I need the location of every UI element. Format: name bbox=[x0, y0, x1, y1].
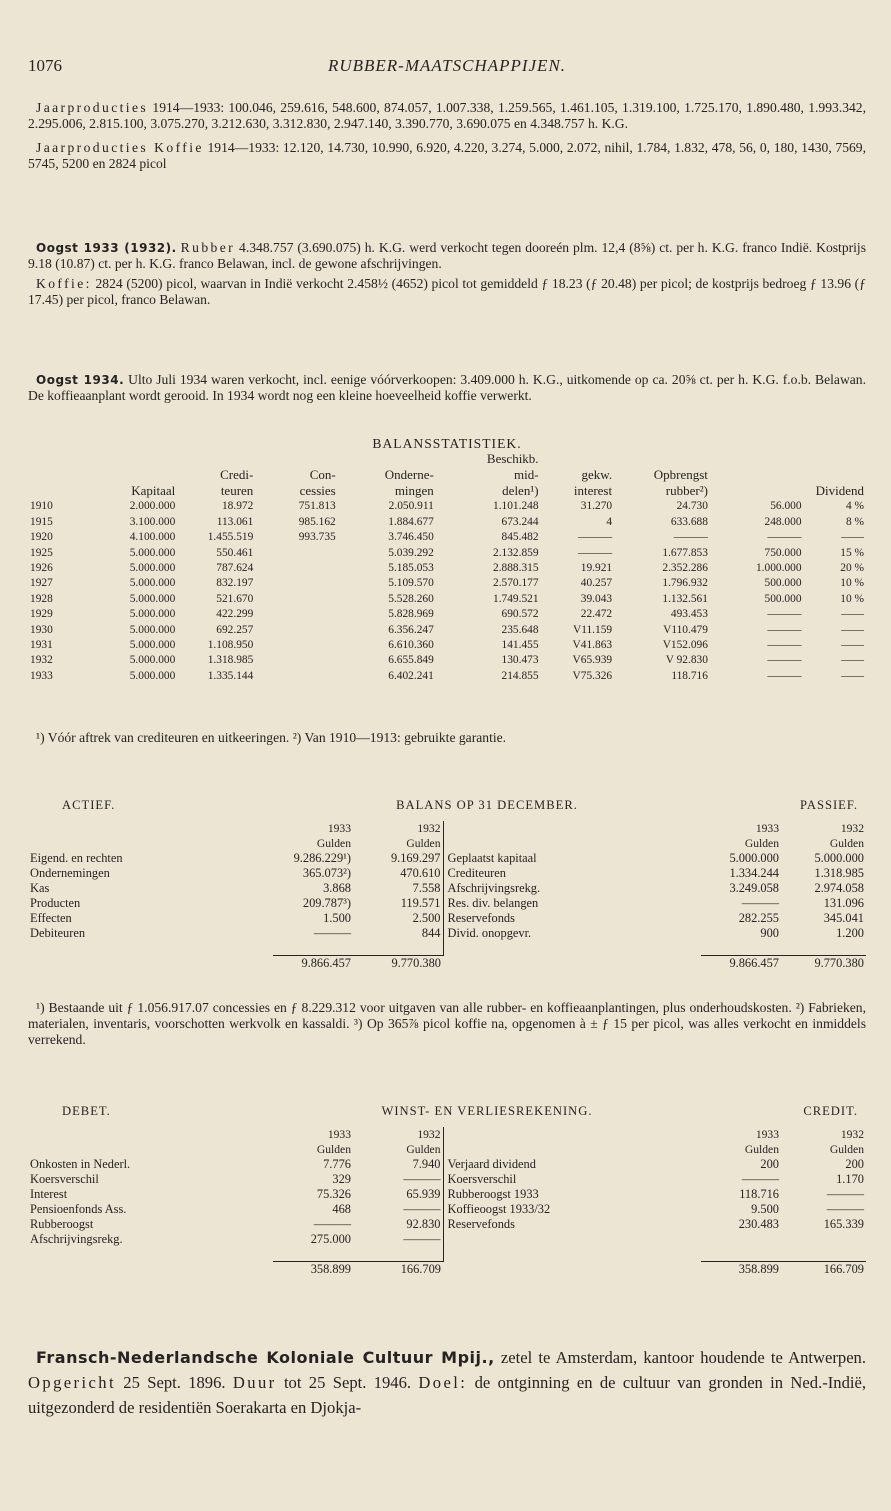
stats-cell: 1.108.950 bbox=[207, 639, 254, 652]
company-seat: zetel te Amsterdam, kantoor houdende te Antwerpen. bbox=[500, 1348, 867, 1367]
balance-footnote-section bbox=[28, 1000, 866, 1048]
stats-cell: 20 % bbox=[840, 562, 864, 575]
stats-cell: 493.453 bbox=[670, 608, 708, 621]
harvest-1933-section bbox=[28, 240, 866, 308]
balance-left-value-a: 9.286.229¹) bbox=[293, 851, 351, 865]
profit-loss-account: DEBET. WINST- EN VERLIESREKENING. CREDIT. 1933 1932 1933 1932 Gulden Gulden Gulden Gulden Onkosten in Nederl. 7.776 7.940 Verjaard dividend 200 200 Koersverschil 329 ——— Koersverschil ——— 1.170 Interest 75.326 65.939 Rubberoogst 1933 118.716 ——— Pensioenfonds Ass. 468 ——— Koffieoogst 1933/32 9.500 ——— Rubberoogst ——— 92.830 Reservefonds 230.483 165.339 Afschrijvingsrekg. 275.000 ——— 358.899 166.709 358.899 166.709 bbox=[30, 1104, 864, 1276]
stats-cell: 5.109.570 bbox=[388, 577, 434, 590]
pl-right-value-b: 200 bbox=[845, 1157, 864, 1171]
pl-row bbox=[28, 1202, 866, 1217]
pl-left-label: Koersverschil bbox=[30, 1172, 99, 1186]
stats-cell: 422.299 bbox=[216, 608, 254, 621]
header-opbrengst: Opbrengst bbox=[653, 467, 708, 483]
stats-year: 1930 bbox=[30, 623, 53, 636]
stats-cell: 690.572 bbox=[501, 608, 539, 621]
balance-left-value-a: ——— bbox=[313, 926, 351, 940]
pl-unit: Gulden bbox=[316, 1143, 351, 1156]
balance-left-value-b: 470.610 bbox=[400, 866, 441, 880]
stats-cell: —— bbox=[841, 531, 864, 544]
stats-row bbox=[28, 499, 866, 514]
header-dividend: Dividend bbox=[815, 483, 864, 499]
stats-cell: 750.000 bbox=[764, 546, 802, 559]
pl-right-label: Verjaard dividend bbox=[443, 1157, 701, 1172]
pl-right-value-a: 9.500 bbox=[751, 1202, 779, 1216]
pl-left-value-a: 75.326 bbox=[316, 1187, 351, 1201]
stats-row bbox=[28, 638, 866, 653]
pl-left-value-a: 275.000 bbox=[310, 1232, 351, 1246]
rubber-production bbox=[28, 100, 866, 132]
stats-cell: 5.000.000 bbox=[129, 654, 176, 667]
balance-left-title: ACTIEF. bbox=[62, 798, 116, 812]
stats-cell: ——— bbox=[577, 531, 613, 544]
stats-cell: 2.000.000 bbox=[129, 500, 176, 513]
stats-cell bbox=[255, 592, 337, 607]
stats-cell: 4 % bbox=[845, 500, 864, 513]
balance-right-value-b: 1.318.985 bbox=[814, 866, 864, 880]
balance-row bbox=[28, 926, 866, 941]
stats-cell: 1.318.985 bbox=[207, 654, 254, 667]
stats-cell: V41.863 bbox=[572, 639, 613, 652]
balance-right-label: Res. div. belangen bbox=[443, 896, 701, 911]
harvest-1933-coffee bbox=[28, 276, 866, 308]
stats-cell: 993.735 bbox=[298, 531, 336, 544]
harvest-1934-heading: Oogst 1934. bbox=[36, 373, 125, 387]
stats-cell: —— bbox=[841, 654, 864, 667]
pl-left-label: Pensioenfonds Ass. bbox=[30, 1202, 127, 1216]
pl-right-value-b: ——— bbox=[826, 1187, 864, 1201]
pl-left-label: Onkosten in Nederl. bbox=[30, 1157, 131, 1171]
header-beschikbaar: Beschikb. bbox=[486, 451, 539, 467]
coffee-production-label: Jaarproducties Koffie bbox=[36, 140, 204, 155]
stats-cell: 5.000.000 bbox=[129, 639, 176, 652]
balance-right-value-a: 900 bbox=[760, 926, 779, 940]
opgericht-date: 25 Sept. 1896. bbox=[123, 1373, 226, 1392]
stats-row bbox=[28, 669, 866, 684]
stats-cell: ——— bbox=[767, 654, 802, 667]
balance-rows bbox=[28, 851, 866, 941]
balance-left-label: Eigend. en rechten bbox=[30, 851, 123, 865]
stats-cell: 113.061 bbox=[216, 515, 254, 528]
balance-totals: 9.866.457 9.770.380 9.866.457 9.770.380 bbox=[28, 955, 866, 971]
balance-right-value-a: 3.249.058 bbox=[729, 881, 779, 895]
stats-cell: 5.828.969 bbox=[388, 608, 434, 621]
stats-cell: 2.888.315 bbox=[493, 562, 539, 575]
balance-left-label: Debiteuren bbox=[30, 926, 86, 940]
harvest-1933-heading: Oogst 1933 (1932). bbox=[36, 241, 177, 255]
pl-total-b: 166.709 bbox=[353, 1261, 443, 1277]
stats-cell: 633.688 bbox=[670, 515, 708, 528]
rubber-production-label: Jaarproducties bbox=[36, 100, 149, 115]
stats-cell: ——— bbox=[767, 639, 802, 652]
pl-left-value-b: ——— bbox=[403, 1232, 441, 1246]
stats-cell: 10 % bbox=[840, 592, 864, 605]
stats-cell bbox=[255, 623, 337, 638]
balance-left-value-a: 365.073²) bbox=[302, 866, 351, 880]
pl-row bbox=[28, 1232, 866, 1247]
stats-cell bbox=[255, 546, 337, 561]
balance-total-b: 9.770.380 bbox=[353, 955, 443, 971]
stats-cell: 1.749.521 bbox=[493, 592, 539, 605]
company-entry bbox=[28, 1345, 866, 1420]
page-header bbox=[28, 56, 866, 80]
harvest-1934-section bbox=[28, 372, 866, 404]
header-concessies: Con- bbox=[309, 467, 336, 483]
balance-right-title: PASSIEF. bbox=[800, 798, 858, 812]
stats-year: 1926 bbox=[30, 562, 53, 575]
stats-cell: 31.270 bbox=[580, 500, 613, 513]
stats-year: 1931 bbox=[30, 639, 53, 652]
rubber-production-text: 1914—1933: 100.046, 259.616, 548.600, 874.057, 1.007.338, 1.259.565, 1.461.105, 1.319.100, 1.725.170, 1.890.480, 1.993.342, 2.295.006, 2.815.100, 3.075.270, 3.212.630, 3.312.830, 2.947.140, 3.390.770, 3.690.075 en 4.348.757 h. K.G. bbox=[28, 100, 867, 131]
pl-right-value-a: 230.483 bbox=[738, 1217, 779, 1231]
stats-cell: 5.000.000 bbox=[129, 623, 176, 636]
stats-cell: 5.185.053 bbox=[388, 562, 434, 575]
doel-label: Doel: bbox=[418, 1373, 468, 1392]
pl-right-label: Rubberoogst 1933 bbox=[443, 1187, 701, 1202]
pl-right-value-a: 118.716 bbox=[739, 1187, 779, 1201]
pl-left-label: Rubberoogst bbox=[30, 1217, 94, 1231]
pl-left-label: Interest bbox=[30, 1187, 68, 1201]
pl-row bbox=[28, 1172, 866, 1187]
stats-cell: V11.159 bbox=[572, 623, 613, 636]
stats-cell: 5.000.000 bbox=[129, 592, 176, 605]
running-title: RUBBER-MAATSCHAPPIJEN. bbox=[327, 56, 567, 75]
production-section bbox=[28, 100, 866, 172]
pl-left-value-b: 7.940 bbox=[412, 1157, 441, 1171]
balance-left-value-a: 209.787³) bbox=[302, 896, 351, 910]
stats-cell: 787.624 bbox=[216, 562, 254, 575]
pl-right-label: Koffieoogst 1933/32 bbox=[443, 1202, 701, 1217]
stats-cell: 3.746.450 bbox=[388, 531, 434, 544]
stats-year: 1933 bbox=[30, 669, 53, 682]
stats-cell bbox=[255, 607, 337, 622]
pl-left-title: DEBET. bbox=[62, 1104, 111, 1118]
stats-row bbox=[28, 546, 866, 561]
stats-cell: 39.043 bbox=[580, 592, 613, 605]
stats-cell: 500.000 bbox=[764, 592, 802, 605]
balance-left-value-a: 3.868 bbox=[323, 881, 351, 895]
pl-right-value-a: ——— bbox=[741, 1172, 779, 1186]
stats-cell: 751.813 bbox=[298, 500, 336, 513]
stats-body bbox=[28, 499, 866, 684]
stats-cell: 15 % bbox=[840, 546, 864, 559]
harvest-1933-rubber bbox=[28, 240, 866, 272]
stats-cell: 19.921 bbox=[580, 562, 613, 575]
balance-left-value-b: 844 bbox=[421, 926, 441, 940]
coffee-production bbox=[28, 140, 866, 172]
pl-year-a: 1933 bbox=[327, 1128, 351, 1141]
coffee-production-text: 1914—1933: 12.120, 14.730, 10.990, 6.920, 4.220, 3.274, 5.000, 2.072, nihil, 1.784, 1.832, 478, 56, 0, 180, 1430, 7569, 5745, 5200 en 2824 picol bbox=[28, 140, 866, 171]
stats-cell: 550.461 bbox=[216, 546, 254, 559]
pl-left-label: Afschrijvingsrekg. bbox=[30, 1232, 123, 1246]
stats-cell: 4 bbox=[606, 515, 613, 528]
stats-cell: 56.000 bbox=[770, 500, 802, 513]
stats-cell: 1.000.000 bbox=[755, 562, 802, 575]
stats-cell: 832.197 bbox=[216, 577, 254, 590]
stats-cell: V65.939 bbox=[572, 654, 613, 667]
balance-left-label: Effecten bbox=[30, 911, 72, 925]
balance-row bbox=[28, 881, 866, 896]
stats-year: 1920 bbox=[30, 531, 53, 544]
stats-header-row-1 bbox=[28, 451, 866, 467]
balance-right-value-b: 2.974.058 bbox=[814, 881, 864, 895]
pl-row bbox=[28, 1217, 866, 1232]
stats-cell: 18.972 bbox=[221, 500, 254, 513]
stats-cell: 500.000 bbox=[764, 577, 802, 590]
stats-cell: ——— bbox=[767, 669, 802, 682]
stats-year: 1928 bbox=[30, 592, 53, 605]
coffee-label: Koffie: bbox=[36, 276, 92, 291]
stats-cell: 22.472 bbox=[580, 608, 613, 621]
pl-totals: 358.899 166.709 358.899 166.709 bbox=[28, 1261, 866, 1277]
stats-cell: 6.402.241 bbox=[388, 669, 434, 682]
balance-unit: Gulden bbox=[316, 837, 351, 850]
stats-row bbox=[28, 607, 866, 622]
pl-left-value-b: 65.939 bbox=[406, 1187, 441, 1201]
harvest-1933-rubber-text: 4.348.757 (3.690.075) h. K.G. werd verkocht tegen dooreén plm. 12,4 (8⅝) ct. per h. K.G. franco Indië. Kostprijs 9.18 (10.87) ct. per h. K.G. franco Belawan, incl. de gewone afschrijvingen. bbox=[28, 240, 866, 271]
pl-row bbox=[28, 1187, 866, 1202]
stats-cell: 5.039.292 bbox=[388, 546, 434, 559]
balance-right-value-b: 345.041 bbox=[823, 911, 864, 925]
stats-cell: 2.050.911 bbox=[388, 500, 434, 513]
balance-right-value-a: 5.000.000 bbox=[729, 851, 779, 865]
stats-cell: 1.132.561 bbox=[662, 592, 708, 605]
balance-right-value-a: 282.255 bbox=[738, 911, 779, 925]
pl-right-value-b: 165.339 bbox=[823, 1217, 864, 1231]
stats-header-row-2: Credi- Con- Onderne- mid- gekw. Opbrengst bbox=[28, 467, 866, 483]
stats-cell: 692.257 bbox=[216, 623, 254, 636]
header-kapitaal: Kapitaal bbox=[131, 483, 176, 499]
stats-cell: 40.257 bbox=[580, 577, 613, 590]
balance-right-value-b: 5.000.000 bbox=[814, 851, 864, 865]
stats-footnote-2: ²) Van 1910—1913: gebruikte garantie. bbox=[292, 730, 507, 745]
stats-year: 1925 bbox=[30, 546, 53, 559]
pl-right-value-b bbox=[781, 1232, 866, 1247]
stats-cell bbox=[255, 638, 337, 653]
header-interest: gekw. bbox=[581, 467, 613, 483]
balance-right-label: Crediteuren bbox=[443, 866, 701, 881]
balance-left-value-a: 1.500 bbox=[323, 911, 351, 925]
stats-row bbox=[28, 515, 866, 530]
stats-cell: ——— bbox=[767, 623, 802, 636]
stats-cell: ——— bbox=[767, 531, 802, 544]
balance-statistics-title: BALANSSTATISTIEK. bbox=[372, 436, 522, 451]
stats-cell: 521.670 bbox=[216, 592, 254, 605]
stats-cell: 6.655.849 bbox=[388, 654, 434, 667]
pl-right-label: Koersverschil bbox=[443, 1172, 701, 1187]
stats-cell: 24.730 bbox=[676, 500, 708, 513]
stats-row bbox=[28, 592, 866, 607]
stats-cell: 141.455 bbox=[501, 639, 539, 652]
pl-left-value-a: ——— bbox=[313, 1217, 351, 1231]
stats-cell: 5.000.000 bbox=[129, 669, 176, 682]
balance-left-label: Producten bbox=[30, 896, 81, 910]
balance-right-value-b: 131.096 bbox=[823, 896, 864, 910]
stats-cell: 1.335.144 bbox=[207, 669, 254, 682]
stats-cell: 4.100.000 bbox=[129, 531, 176, 544]
pl-right-value-a: 200 bbox=[760, 1157, 779, 1171]
stats-cell: —— bbox=[841, 623, 864, 636]
pl-left-value-a: 7.776 bbox=[323, 1157, 351, 1171]
stats-header-row-3: Kapitaal teuren cessies mingen delen¹) interest rubber²) Dividend bbox=[28, 483, 866, 499]
stats-cell: ——— bbox=[673, 531, 708, 544]
stats-cell: 10 % bbox=[840, 577, 864, 590]
company-name: Fransch-Nederlandsche Koloniale Cultuur Mpij., bbox=[36, 1348, 495, 1367]
stats-cell: 2.132.859 bbox=[493, 546, 539, 559]
harvest-1933-coffee-text: 2824 (5200) picol, waarvan in Indië verkocht 2.458½ (4652) picol tot gemiddeld ƒ 18.23 (ƒ 20.48) per picol; de kostprijs bedroeg ƒ 13.96 (ƒ 17.45) per picol, franco Belawan. bbox=[28, 276, 866, 307]
stats-cell: 1.796.932 bbox=[662, 577, 708, 590]
stats-year: 1910 bbox=[30, 500, 53, 513]
page-number: 1076 bbox=[28, 56, 62, 75]
duur-value: tot 25 Sept. 1946. bbox=[283, 1373, 412, 1392]
balance-sheet: ACTIEF. BALANS OP 31 DECEMBER. PASSIEF. 1933 1932 1933 1932 Gulden Gulden Gulden Gulden Eigend. en rechten 9.286.229¹) 9.169.297 Geplaatst kapitaal 5.000.000 5.000.000 Ondernemingen 365.073²) 470.610 Crediteuren 1.334.244 1.318.985 Kas 3.868 7.558 Afschrijvingsrekg. 3.249.058 2.974.058 Producten 209.787³) 119.571 Res. div. belangen ——— 131.096 Effecten 1.500 2.500 Reservefonds 282.255 345.041 Debiteuren ——— 844 Divid. onopgevr. 900 1.200 9.866.457 9.770.380 9.866.457 9.770.380 bbox=[30, 798, 864, 970]
pl-right-value-a bbox=[701, 1232, 781, 1247]
stats-cell: 6.356.247 bbox=[388, 623, 434, 636]
balance-right-label: Afschrijvingsrekg. bbox=[443, 881, 701, 896]
balance-statistics-table bbox=[28, 436, 866, 684]
rubber-label: Rubber bbox=[180, 240, 236, 255]
stats-row bbox=[28, 561, 866, 576]
balance-left-value-b: 9.169.297 bbox=[390, 851, 441, 865]
pl-right-label: Reservefonds bbox=[443, 1217, 701, 1232]
stats-year: 1929 bbox=[30, 608, 53, 621]
balance-right-value-a: ——— bbox=[741, 896, 779, 910]
stats-cell: ——— bbox=[767, 608, 802, 621]
stats-cell: 3.100.000 bbox=[129, 515, 176, 528]
pl-left-value-b: ——— bbox=[403, 1172, 441, 1186]
balance-left-label: Ondernemingen bbox=[30, 866, 110, 880]
stats-cell: 130.473 bbox=[501, 654, 539, 667]
stats-cell bbox=[255, 576, 337, 591]
stats-cell: —— bbox=[841, 608, 864, 621]
duur-label: Duur bbox=[232, 1373, 277, 1392]
stats-row bbox=[28, 576, 866, 591]
stats-year: 1915 bbox=[30, 515, 53, 528]
stats-cell: 985.162 bbox=[298, 515, 336, 528]
opgericht-label: Opgericht bbox=[28, 1373, 116, 1392]
pl-total-a: 358.899 bbox=[273, 1261, 353, 1277]
header-ondernemingen: Onderne- bbox=[384, 467, 434, 483]
stats-cell: 5.000.000 bbox=[129, 577, 176, 590]
stats-cell bbox=[255, 669, 337, 684]
balance-left-value-b: 7.558 bbox=[412, 881, 441, 895]
balance-left-value-b: 119.571 bbox=[400, 896, 441, 910]
stats-cell bbox=[255, 653, 337, 668]
pl-left-value-a: 468 bbox=[332, 1202, 351, 1216]
stats-cell: 1.101.248 bbox=[493, 500, 539, 513]
stats-cell: 8 % bbox=[845, 515, 864, 528]
stats-cell bbox=[255, 561, 337, 576]
stats-row bbox=[28, 653, 866, 668]
stats-cell: 5.000.000 bbox=[129, 546, 176, 559]
balance-year-b: 1932 bbox=[417, 822, 441, 835]
balance-total-a: 9.866.457 bbox=[273, 955, 353, 971]
stats-year: 1932 bbox=[30, 654, 53, 667]
balance-row bbox=[28, 851, 866, 866]
stats-cell: ——— bbox=[577, 546, 613, 559]
stats-cell: V152.096 bbox=[662, 639, 708, 652]
balance-footnote: ¹) Bestaande uit ƒ 1.056.917.07 concessies en ƒ 8.229.312 voor uitgaven van alle rubber- en koffieaanplantingen, plus onderhoudskosten. ²) Fabrieken, materialen, inventaris, voorschotten werkvolk en kassaldi. ³) Op 365⅞ picol koffie na, opgenomen à ± ƒ 15 per picol, was alles verkocht en inmiddels verrekend. bbox=[28, 1000, 866, 1047]
header-crediteuren: Credi- bbox=[220, 467, 254, 483]
harvest-1934-text: Ulto Juli 1934 waren verkocht, incl. eenige vóórverkoopen: 3.409.000 h. K.G., uitkomende op ca. 20⅝ ct. per h. K.G. f.o.b. Belawan. De koffieaanplant wordt gerooid. In 1934 wordt nog een kleine hoeveelheid koffie verwerkt. bbox=[28, 372, 867, 403]
stats-cell: —— bbox=[841, 639, 864, 652]
stats-cell: 6.610.360 bbox=[388, 639, 434, 652]
pl-right-title: CREDIT. bbox=[803, 1104, 858, 1118]
pl-left-value-b: ——— bbox=[403, 1202, 441, 1216]
pl-row bbox=[28, 1157, 866, 1172]
stats-cell: 2.352.286 bbox=[662, 562, 708, 575]
stats-cell: V75.326 bbox=[572, 669, 613, 682]
balance-row bbox=[28, 866, 866, 881]
stats-cell: 118.716 bbox=[671, 669, 708, 682]
stats-cell: 1.455.519 bbox=[207, 531, 254, 544]
pl-center-title: WINST- EN VERLIESREKENING. bbox=[381, 1104, 593, 1118]
stats-cell: 248.000 bbox=[764, 515, 802, 528]
balance-year-a: 1933 bbox=[327, 822, 351, 835]
stats-cell: 1.884.677 bbox=[388, 515, 434, 528]
stats-footnote-1: ¹) Vóór aftrek van crediteuren en uitkeeringen. bbox=[36, 730, 290, 745]
stats-cell: 214.855 bbox=[501, 669, 539, 682]
stats-cell: 5.528.260 bbox=[388, 592, 434, 605]
stats-cell: 1.677.853 bbox=[662, 546, 708, 559]
balance-row bbox=[28, 911, 866, 926]
balance-left-label: Kas bbox=[30, 881, 50, 895]
doel-text: de ontginning en de cultuur van gronden in Ned.-Indië, uitgezonderd de residentiën Soerakarta en Djokja- bbox=[28, 1373, 866, 1417]
pl-left-value-a: 329 bbox=[332, 1172, 351, 1186]
pl-right-label bbox=[443, 1232, 701, 1247]
stats-row bbox=[28, 530, 866, 545]
stats-cell: 5.000.000 bbox=[129, 562, 176, 575]
pl-right-value-b: 1.170 bbox=[836, 1172, 864, 1186]
balance-row bbox=[28, 896, 866, 911]
balance-right-label: Divid. onopgevr. bbox=[443, 926, 701, 941]
balance-right-label: Reservefonds bbox=[443, 911, 701, 926]
stats-cell: —— bbox=[841, 669, 864, 682]
balance-right-value-a: 1.334.244 bbox=[729, 866, 779, 880]
balance-right-value-b: 1.200 bbox=[836, 926, 864, 940]
stats-cell: V 92.830 bbox=[665, 654, 708, 667]
balance-right-label: Geplaatst kapitaal bbox=[443, 851, 701, 866]
stats-cell: 673.244 bbox=[501, 515, 539, 528]
stats-cell: V110.479 bbox=[663, 623, 708, 636]
pl-left-value-b: 92.830 bbox=[406, 1217, 441, 1231]
stats-year: 1927 bbox=[30, 577, 53, 590]
stats-cell: 845.482 bbox=[501, 531, 539, 544]
stats-cell: 5.000.000 bbox=[129, 608, 176, 621]
stats-footnotes bbox=[28, 730, 866, 746]
pl-year-b: 1932 bbox=[417, 1128, 441, 1141]
pl-rows bbox=[28, 1157, 866, 1247]
stats-cell: 2.570.177 bbox=[493, 577, 539, 590]
balance-left-value-b: 2.500 bbox=[412, 911, 441, 925]
balance-center-title: BALANS OP 31 DECEMBER. bbox=[396, 798, 578, 812]
stats-cell: 235.648 bbox=[501, 623, 539, 636]
stats-row bbox=[28, 623, 866, 638]
pl-right-value-b: ——— bbox=[826, 1202, 864, 1216]
